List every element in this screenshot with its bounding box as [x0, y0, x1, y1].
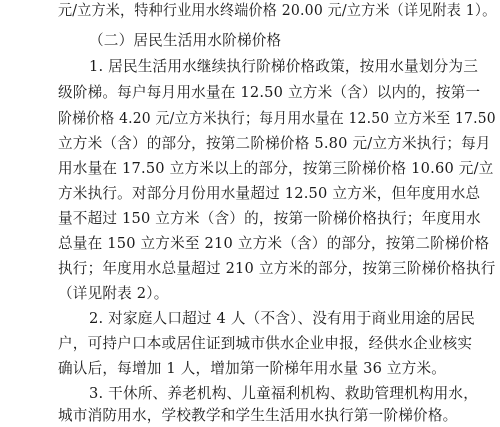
text-line-1: 元/立方米，特种行业用水终端价格 20.00 元/立方米（详见附表 1）。 [58, 2, 497, 19]
paragraph-2-line-2: 户，可持户口本或居住证到城市供水企业申报，经供水企业核实 [58, 335, 473, 352]
paragraph-2-line-1: 2. 对家庭人口超过 4 人（不含）、没有用于商业用途的居民 [89, 310, 476, 327]
paragraph-1-line-5: 用水量在 17.50 立方米以上的部分，按第三阶梯价格 10.60 元/立 [58, 160, 494, 177]
paragraph-1-line-3: 阶梯价格 4.20 元/立方米执行；每月用水量在 12.50 立方米至 17.50 [58, 110, 496, 127]
paragraph-1-line-9: 执行；年度用水总量超过 210 立方米的部分，按第三阶梯价格执行 [58, 260, 496, 277]
section-heading: （二）居民生活用水阶梯价格 [89, 32, 282, 49]
paragraph-2-line-3: 确认后，每增加 1 人，增加第一阶梯年用水量 36 立方米。 [58, 360, 447, 377]
paragraph-1-line-2: 级阶梯。每户每月用水量在 12.50 立方米（含）以内的，按第一 [58, 84, 481, 101]
paragraph-3-line-2: 城市消防用水，学校教学和学生生活用水执行第一阶梯价格。 [58, 407, 458, 424]
paragraph-1-line-4: 立方米（含）的部分，按第二阶梯价格 5.80 元/立方米执行；每月 [58, 135, 491, 152]
paragraph-1-line-1: 1. 居民生活用水继续执行阶梯价格政策，按用水量划分为三 [89, 58, 479, 75]
paragraph-1-line-8: 总量在 150 立方米至 210 立方米（含）的部分，按第二阶梯价格 [58, 235, 490, 252]
paragraph-1-line-6: 方米执行。对部分月份用水量超过 12.50 立方米，但年度用水总 [58, 185, 481, 202]
paragraph-1-line-7: 量不超过 150 立方米（含）的，按第一阶梯价格执行；年度用水 [58, 210, 481, 227]
paragraph-3-line-1: 3. 干休所、养老机构、儿童福利机构、救助管理机构用水， [89, 385, 479, 402]
paragraph-1-line-10: （详见附表 2）。 [58, 285, 169, 302]
